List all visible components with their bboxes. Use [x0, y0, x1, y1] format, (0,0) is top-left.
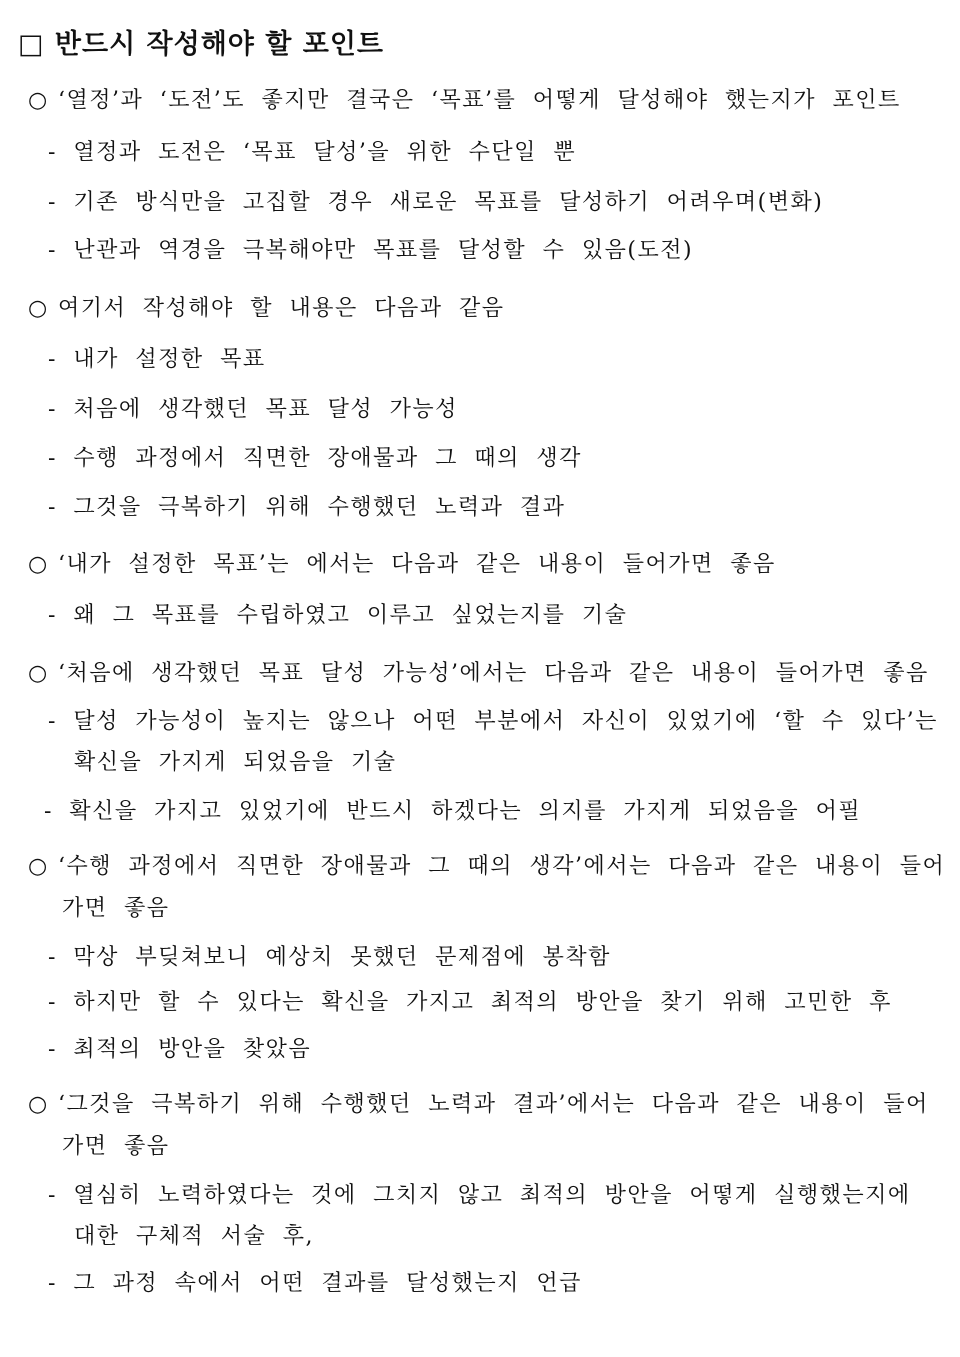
list-item-continuation: 대한 구체적 서술 후,: [74, 1224, 314, 1249]
circle-bullet-icon: ○: [28, 854, 49, 879]
list-item: - 기존 방식만을 고집할 경우 새로운 목표를 달성하기 어려우며(변화): [48, 190, 824, 215]
list-item: - 막상 부딪쳐보니 예상치 못했던 문제점에 봉착함: [48, 945, 611, 970]
circle-bullet-icon: ○: [28, 552, 49, 577]
list-item: - 달성 가능성이 높지는 않으나 어떤 부분에서 자신이 있었기에 ‘할 수 있다’는: [48, 709, 938, 734]
section-heading: ○ ‘내가 설정한 목표’는 에서는 다음과 같은 내용이 들어가면 좋음: [28, 550, 776, 580]
list-item: - 열심히 노력하였다는 것에 그치지 않고 최적의 방안을 어떻게 실행했는지에: [48, 1183, 911, 1208]
list-item: - 확신을 가지고 있었기에 반드시 하겠다는 의지를 가지게 되었음을 어필: [44, 799, 862, 824]
section-heading: ○ ‘수행 과정에서 직면한 장애물과 그 때의 생각’에서는 다음과 같은 내용이 들어: [28, 852, 945, 882]
circle-bullet-icon: ○: [28, 88, 49, 113]
list-item-continuation: 확신을 가지게 되었음을 기술: [74, 750, 397, 775]
list-item: - 최적의 방안을 찾았음: [48, 1037, 312, 1062]
list-item: - 난관과 역경을 극복해야만 목표를 달성할 수 있음(도전): [48, 238, 694, 263]
list-item: - 처음에 생각했던 목표 달성 가능성: [48, 397, 458, 422]
section-heading: ○ 여기서 작성해야 할 내용은 다음과 같음: [28, 294, 505, 324]
circle-bullet-icon: ○: [28, 1092, 49, 1117]
list-item: - 내가 설정한 목표: [48, 347, 266, 372]
list-item: - 그것을 극복하기 위해 수행했던 노력과 결과: [48, 495, 566, 520]
section-heading: ○ ‘처음에 생각했던 목표 달성 가능성’에서는 다음과 같은 내용이 들어가면 좋음: [28, 659, 929, 689]
list-item: - 수행 과정에서 직면한 장애물과 그 때의 생각: [48, 446, 582, 471]
section-heading-continuation: 가면 좋음: [62, 1134, 170, 1159]
list-item: - 그 과정 속에서 어떤 결과를 달성했는지 언급: [48, 1271, 582, 1296]
circle-bullet-icon: ○: [28, 661, 49, 686]
list-item: - 열정과 도전은 ‘목표 달성’을 위한 수단일 뿐: [48, 140, 577, 165]
section-heading-continuation: 가면 좋음: [62, 896, 170, 921]
list-item: - 왜 그 목표를 수립하였고 이루고 싶었는지를 기술: [48, 603, 628, 628]
page-title: □ 반드시 작성해야 할 포인트: [18, 29, 385, 60]
list-item: - 하지만 할 수 있다는 확신을 가지고 최적의 방안을 찾기 위해 고민한 후: [48, 990, 892, 1015]
circle-bullet-icon: ○: [28, 296, 49, 321]
section-heading: ○ ‘그것을 극복하기 위해 수행했던 노력과 결과’에서는 다음과 같은 내용이 들어: [28, 1090, 929, 1120]
section-heading: ○ ‘열정’과 ‘도전’도 좋지만 결국은 ‘목표’를 어떻게 달성해야 했는지가 포인트: [28, 86, 901, 116]
